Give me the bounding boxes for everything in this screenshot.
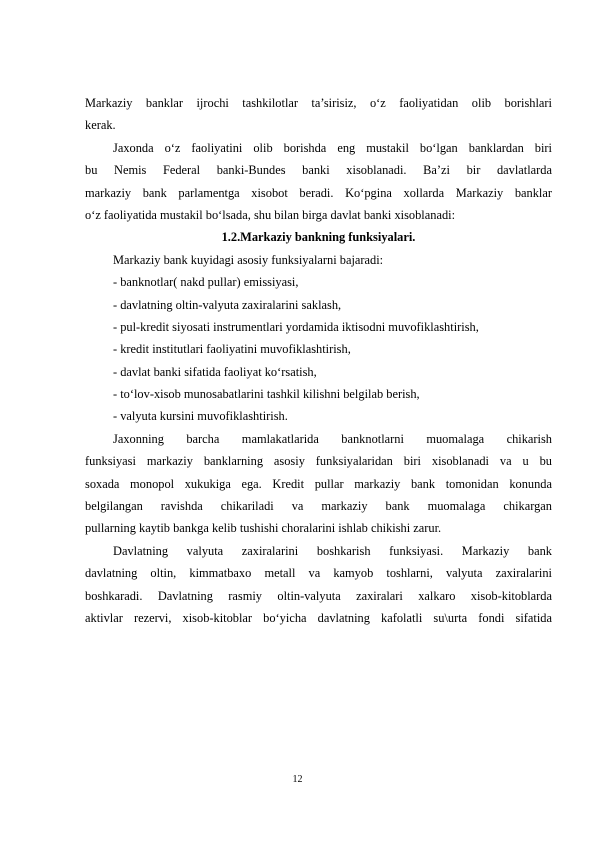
- paragraph-line: davlatning oltin, kimmatbaxo metall va kamyob toshlarni, valyuta zaxiralarini: [85, 566, 552, 581]
- list-item: - to‘lov-xisob munosabatlarini tashkil kilishni belgilab berish,: [113, 387, 420, 402]
- paragraph-line: belgilangan ravishda chikariladi va markaziy bank muomalaga chikargan: [85, 499, 552, 514]
- list-item: - kredit institutlari faoliyatini muvofiklashtirish,: [113, 342, 351, 357]
- paragraph-line: funksiyasi markaziy banklarning asosiy funksiyalaridan biri xisoblanadi va u bu: [85, 454, 552, 469]
- list-item: - davlatning oltin-valyuta zaxiralarini saklash,: [113, 297, 342, 312]
- paragraph-line: aktivlar rezervi, xisob-kitoblar bo‘yicha davlatning kafolatli su\urta fondi sifatida: [85, 610, 552, 625]
- paragraph-line: Jaxonning barcha mamlakatlarida banknotlarni muomalaga chikarish: [113, 431, 552, 446]
- paragraph-line: o‘z faoliyatida mustakil bo‘lsada, shu bilan birga davlat banki xisoblanadi:: [85, 207, 456, 222]
- paragraph-line: pullarning kaytib bankga kelib tushishi choralarini ishlab chikishi zarur.: [85, 521, 442, 536]
- paragraph-line: soxada monopol xukukiga ega. Kredit pullar markaziy bank tomonidan konunda: [85, 476, 552, 491]
- page-number: 12: [292, 774, 303, 785]
- list-item: - valyuta kursini muvofiklashtirish.: [113, 409, 288, 424]
- list-item: - pul-kredit siyosati instrumentlari yordamida iktisodni muvofiklashtirish,: [113, 319, 479, 334]
- paragraph-line: Markaziy banklar ijrochi tashkilotlar ta’sirisiz, o‘z faoliyatidan olib borishlari: [85, 96, 552, 110]
- list-item: - davlat banki sifatida faoliyat ko‘rsatish,: [113, 364, 317, 379]
- paragraph-line: Jaxonda o‘z faoliyatini olib borishda eng mustakil bo‘lgan banklardan biri: [113, 140, 552, 155]
- paragraph-line: kerak.: [85, 118, 116, 133]
- list-item: - banknotlar( nakd pullar) emissiyasi,: [113, 275, 299, 290]
- paragraph-line: bu Nemis Federal banki-Bundes banki xisoblanadi. Ba’zi bir davlatlarda: [85, 163, 552, 178]
- paragraph-line: Davlatning valyuta zaxiralarini boshkarish funksiyasi. Markaziy bank: [113, 543, 552, 558]
- section-heading: 1.2.Markaziy bankning funksiyalari.: [221, 230, 416, 245]
- paragraph-line: markaziy bank parlamentga xisobot beradi. Ko‘pgina xollarda Markaziy banklar: [85, 185, 552, 200]
- list-intro: Markaziy bank kuyidagi asosiy funksiyalarni bajaradi:: [113, 252, 384, 267]
- paragraph-line: boshkaradi. Davlatning rasmiy oltin-valyuta zaxiralari xalkaro xisob-kitoblarda: [85, 588, 552, 603]
- page-content: [85, 92, 552, 629]
